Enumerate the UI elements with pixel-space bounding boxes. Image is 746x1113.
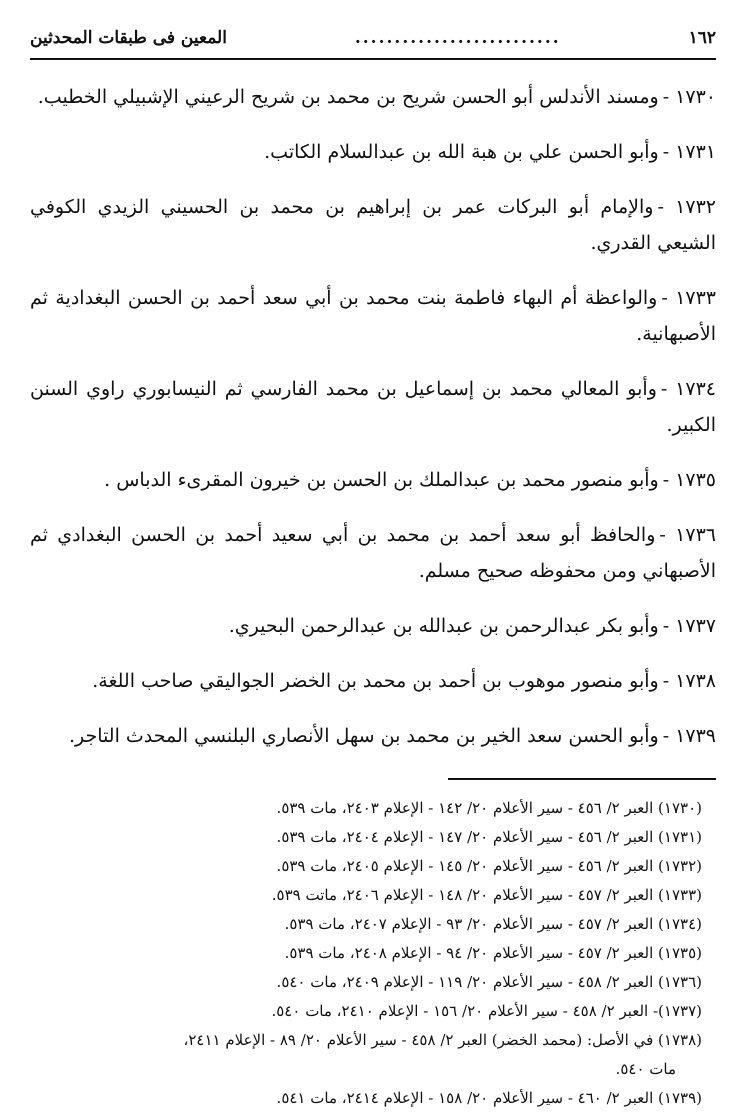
entry-text: والحافظ أبو سعد أحمد بن محمد بن أبي سعيد أحمد بن الحسن البغدادي ثم الأصبهاني ومن محفوظه صحيح مسلم. — [30, 524, 716, 582]
book-page — [30, 28, 716, 1113]
entry — [30, 280, 716, 352]
entries-list — [30, 79, 716, 754]
entry-number: ١٧٣١ - — [662, 141, 716, 163]
entry-number: ١٧٣٥ - — [662, 469, 716, 491]
entry — [30, 371, 716, 443]
book-title: المعين فى طبقات المحدثين — [30, 28, 227, 48]
footnote: (١٧٣٤) العبر ٢/ ٤٥٧ - سير الأعلام ٢٠/ ٩٣ - الإعلام ٢٤٠٧، مات ٥٣٩. — [284, 915, 702, 933]
footnote: (١٧٣٧)- العبر ٢/ ٤٥٨ - سير الأعلام ٢٠/ ١٥٦ - الإعلام ٢٤١٠، مات ٥٤٠. — [271, 1002, 702, 1020]
entry-number: ١٧٣٧ - — [662, 615, 716, 637]
page-number: ١٦٢ — [688, 28, 716, 48]
footnote: (١٧٣٥) العبر ٢/ ٤٥٧ - سير الأعلام ٢٠/ ٩٤ - الإعلام ٢٤٠٨، مات ٥٣٩. — [284, 944, 702, 962]
entry-text: والإمام أبو البركات عمر بن إبراهيم بن محمد بن الحسيني الزيدي الكوفي الشيعي القدري. — [30, 196, 716, 254]
entry — [30, 718, 716, 754]
footnote-separator — [448, 778, 716, 780]
footnotes — [30, 794, 716, 1113]
entry-number: ١٧٣٦ - — [659, 524, 716, 546]
entry-text: وأبو منصور محمد بن عبدالملك بن الحسن بن خيرون المقرىء الدباس . — [104, 469, 659, 491]
entry-text: وأبو الحسن سعد الخير بن محمد بن سهل الأنصاري البلنسي المحدث التاجر. — [69, 725, 659, 747]
footnote-continuation: مات ٥٤٠. — [615, 1060, 676, 1078]
entry — [30, 462, 716, 498]
entry-number: ١٧٣٠ - — [662, 86, 716, 108]
entry-number: ١٧٣٨ - — [662, 670, 716, 692]
entry-number: ١٧٣٩ - — [662, 725, 716, 747]
entry-number: ١٧٣٣ - — [661, 287, 717, 309]
footnote: (١٧٣٦) العبر ٢/ ٤٥٨ - سير الأعلام ٢٠/ ١١٩ - الإعلام ٢٤٠٩، مات ٥٤٠. — [276, 973, 702, 991]
footnote: (١٧٣٣) العبر ٢/ ٤٥٧ - سير الأعلام ٢٠/ ١٤٨ - الإعلام ٢٤٠٦، ماتت ٥٣٩. — [271, 886, 702, 904]
entry — [30, 608, 716, 644]
entry — [30, 189, 716, 261]
entry-text: وأبو منصور موهوب بن أحمد بن محمد بن الخضر الجواليقي صاحب اللغة. — [92, 670, 659, 692]
entry-number: ١٧٣٤ - — [660, 378, 716, 400]
entry — [30, 517, 716, 589]
entry — [30, 134, 716, 170]
entry — [30, 79, 716, 115]
entry-text: وأبو بكر عبدالرحمن بن عبدالله بن عبدالرحمن البحيري. — [228, 615, 659, 637]
entry-text: وأبو المعالي محمد بن إسماعيل بن محمد الفارسي ثم النيسابوري راوي السنن الكبير. — [30, 378, 716, 436]
footnote: (١٧٣٨) في الأصل: (محمد الخضر) العبر ٢/ ٤٥٨ - سير الأعلام ٢٠/ ٨٩ - الإعلام ٢٤١١، — [183, 1031, 702, 1049]
footnote: (١٧٣٢) العبر ٢/ ٤٥٦ - سير الأعلام ٢٠/ ١٤٥ - الإعلام ٢٤٠٥، مات ٥٣٩. — [276, 857, 702, 875]
entry — [30, 663, 716, 699]
footnote: (١٧٣٩) العبر ٢/ ٤٦٠ - سير الأعلام ٢٠/ ١٥٨ - الإعلام ٢٤١٤، مات ٥٤١. — [276, 1089, 702, 1107]
footnote: (١٧٣١) العبر ٢/ ٤٥٦ - سير الأعلام ٢٠/ ١٤٧ - الإعلام ٢٤٠٤، مات ٥٣٩. — [276, 828, 702, 846]
running-header — [30, 28, 716, 60]
entry-number: ١٧٣٢ - — [657, 196, 716, 218]
entry-text: ومسند الأندلس أبو الحسن شريح بن محمد بن شريح الرعيني الإشبيلي الخطيب. — [37, 86, 659, 108]
entry-text: وأبو الحسن علي بن هبة الله بن عبدالسلام الكاتب. — [264, 141, 659, 163]
entry-text: والواعظة أم البهاء فاطمة بنت محمد بن أبي سعد أحمد بن الحسن البغدادية ثم الأصبهانية. — [30, 287, 716, 345]
footnote: (١٧٣٠) العبر ٢/ ٤٥٦ - سير الأعلام ٢٠/ ١٤٢ - الإعلام ٢٤٠٣، مات ٥٣٩. — [276, 799, 702, 817]
header-dots: .......................... — [354, 28, 561, 48]
